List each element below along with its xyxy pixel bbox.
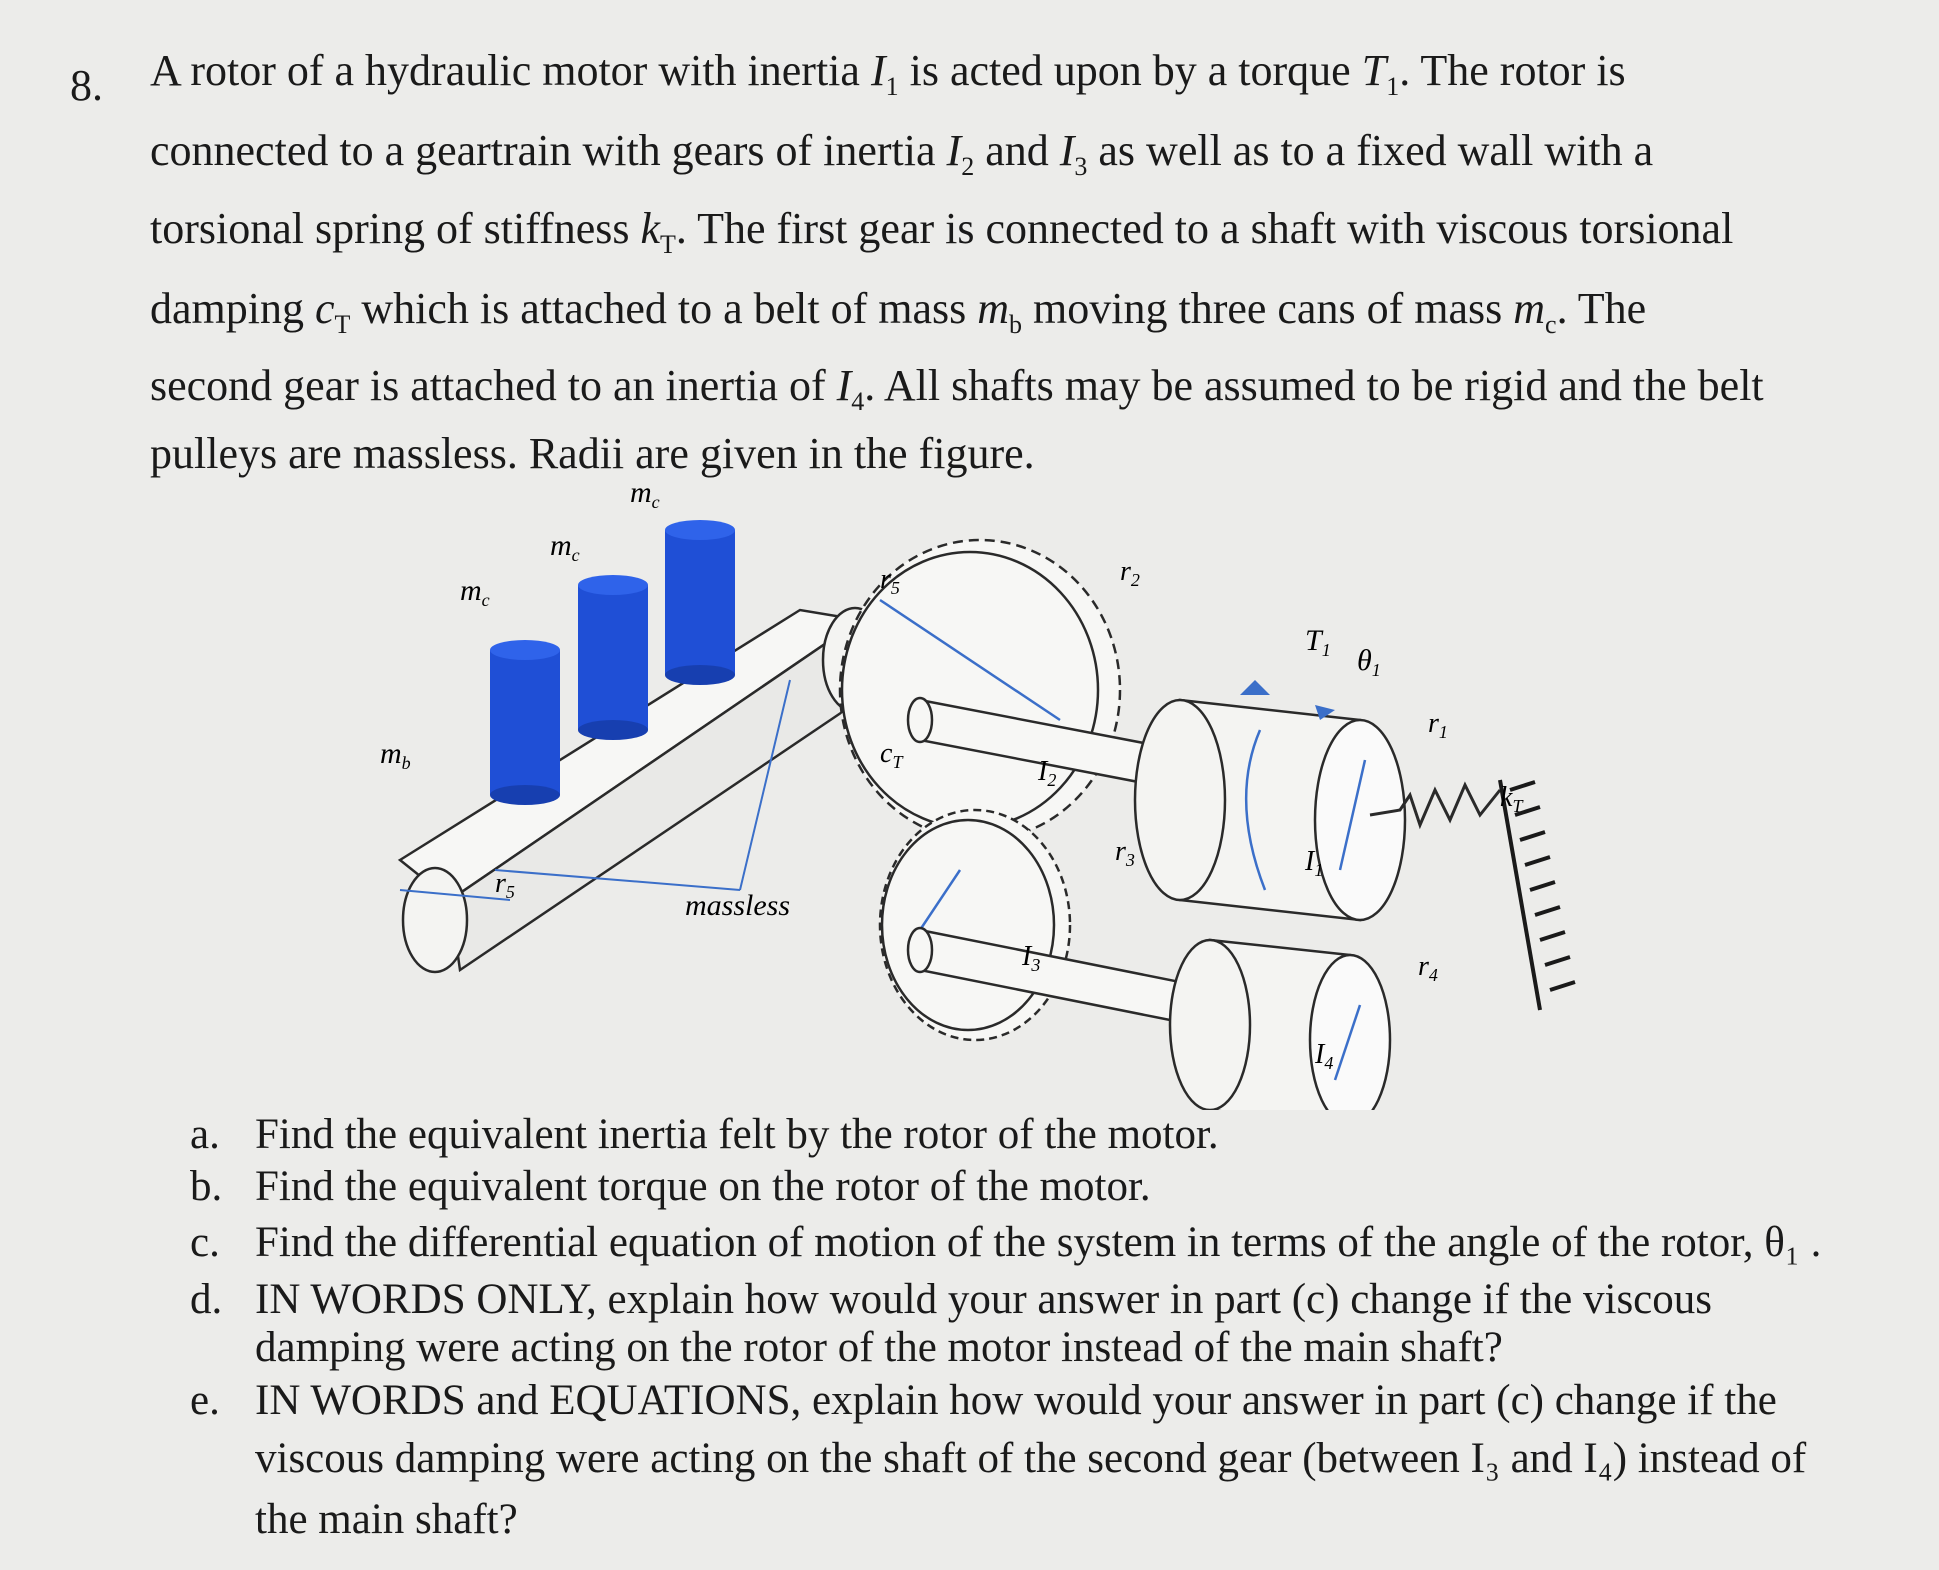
can-2 xyxy=(578,575,648,740)
label-T1: $T_1$ xyxy=(1305,624,1331,660)
label-cT: $c_T$ xyxy=(880,738,903,772)
can-1 xyxy=(490,640,560,805)
label-r5-upper: $r_5$ xyxy=(880,564,900,598)
label-mb: $m_b$ xyxy=(380,737,411,773)
label-r3: $r_3$ xyxy=(1115,836,1135,870)
label-r4: $r_4$ xyxy=(1418,951,1438,985)
gear-i3 xyxy=(880,810,1070,1040)
question-line-1: A rotor of a hydraulic motor with inertia $I_1$ is acted upon by a torque $T_1$. The rotor is xyxy=(150,46,1626,101)
label-mc-left: $m_c$ xyxy=(460,574,490,610)
label-massless: massless xyxy=(685,889,791,922)
question-line-5: second gear is attached to an inertia of $I_4$. All shafts may be assumed to be rigid and the belt xyxy=(150,361,1764,416)
can-3 xyxy=(665,520,735,685)
inertia-i4 xyxy=(1170,940,1390,1110)
label-mc-middle: $m_c$ xyxy=(550,529,580,565)
question-number: 8. xyxy=(70,61,103,110)
mechanism-figure xyxy=(360,470,1660,1110)
fixed-wall xyxy=(1500,780,1575,1010)
label-theta1: $\theta_1$ xyxy=(1357,644,1381,680)
label-I2: $I_2$ xyxy=(1038,756,1057,790)
label-I1: $I_1$ xyxy=(1305,846,1324,880)
label-r5-lower: $r_5$ xyxy=(495,868,515,902)
label-kT: $k_T$ xyxy=(1500,782,1523,816)
label-r1: $r_1$ xyxy=(1428,708,1448,742)
problem-page: 8. A rotor of a hydraulic motor with inertia $I_1$ is acted upon by a torque $T_1$. The rotor is connected to a geartrain with gears of inertia $I_2$ and $I_3$ as well as to a fixed wall with a torsional spring of stiffness $k_T$. The first gear is connected to a shaft with viscous torsional damping $c_T$ which is attached to a belt of mass $m_b$ moving three cans of mass $m_c$. The second gear is attached to an inertia of $I_4$. All shafts may be assumed to be rigid and the belt pulleys are massless. Radii are given in the figure. $m_c$ $m_c$ $m_c$ $m_b$ $r_5$ $r_5$ $c_T$ massless $r_2$ $I_2$ $r_3$ $I_3$ $T_1$ $\theta_1$ $r_1$ $k_T$ $I_1$ $r_4$ $I_4$ a. Find the equivalent inertia felt by the rotor of the motor. b. Find the equivalent torque on the rotor of the motor. c. Find the differential equation of motion of the system in terms of the angle of the rotor, θ₁ . d. IN WORDS ONLY, explain how would your answer in part (c) change if the viscous damping were acting on the rotor of the motor instead of the main shaft? e. IN WORDS and EQUATIONS, explain how would your answer in part (c) change if the viscous damping were acting on the shaft of the second gear (between I₃ and I₄) instead of the main shaft? xyxy=(70,46,1822,1543)
question-line-2: connected to a geartrain with gears of inertia $I_2$ and $I_3$ as well as to a fixed wall with a xyxy=(150,126,1654,181)
question-line-6: pulleys are massless. Radii are given in the figure. xyxy=(150,429,1035,478)
question-line-4: damping $c_T$ which is attached to a belt of mass $m_b$ moving three cans of mass $m_c$. The xyxy=(150,284,1647,339)
rotor-i1 xyxy=(1135,680,1405,920)
label-r2: $r_2$ xyxy=(1120,556,1140,590)
label-mc-top: $m_c$ xyxy=(630,476,660,512)
label-I3: $I_3$ xyxy=(1022,941,1041,975)
label-I4: $I_4$ xyxy=(1315,1039,1334,1073)
question-line-3: torsional spring of stiffness $k_T$. The first gear is connected to a shaft with viscous torsional xyxy=(150,204,1734,259)
